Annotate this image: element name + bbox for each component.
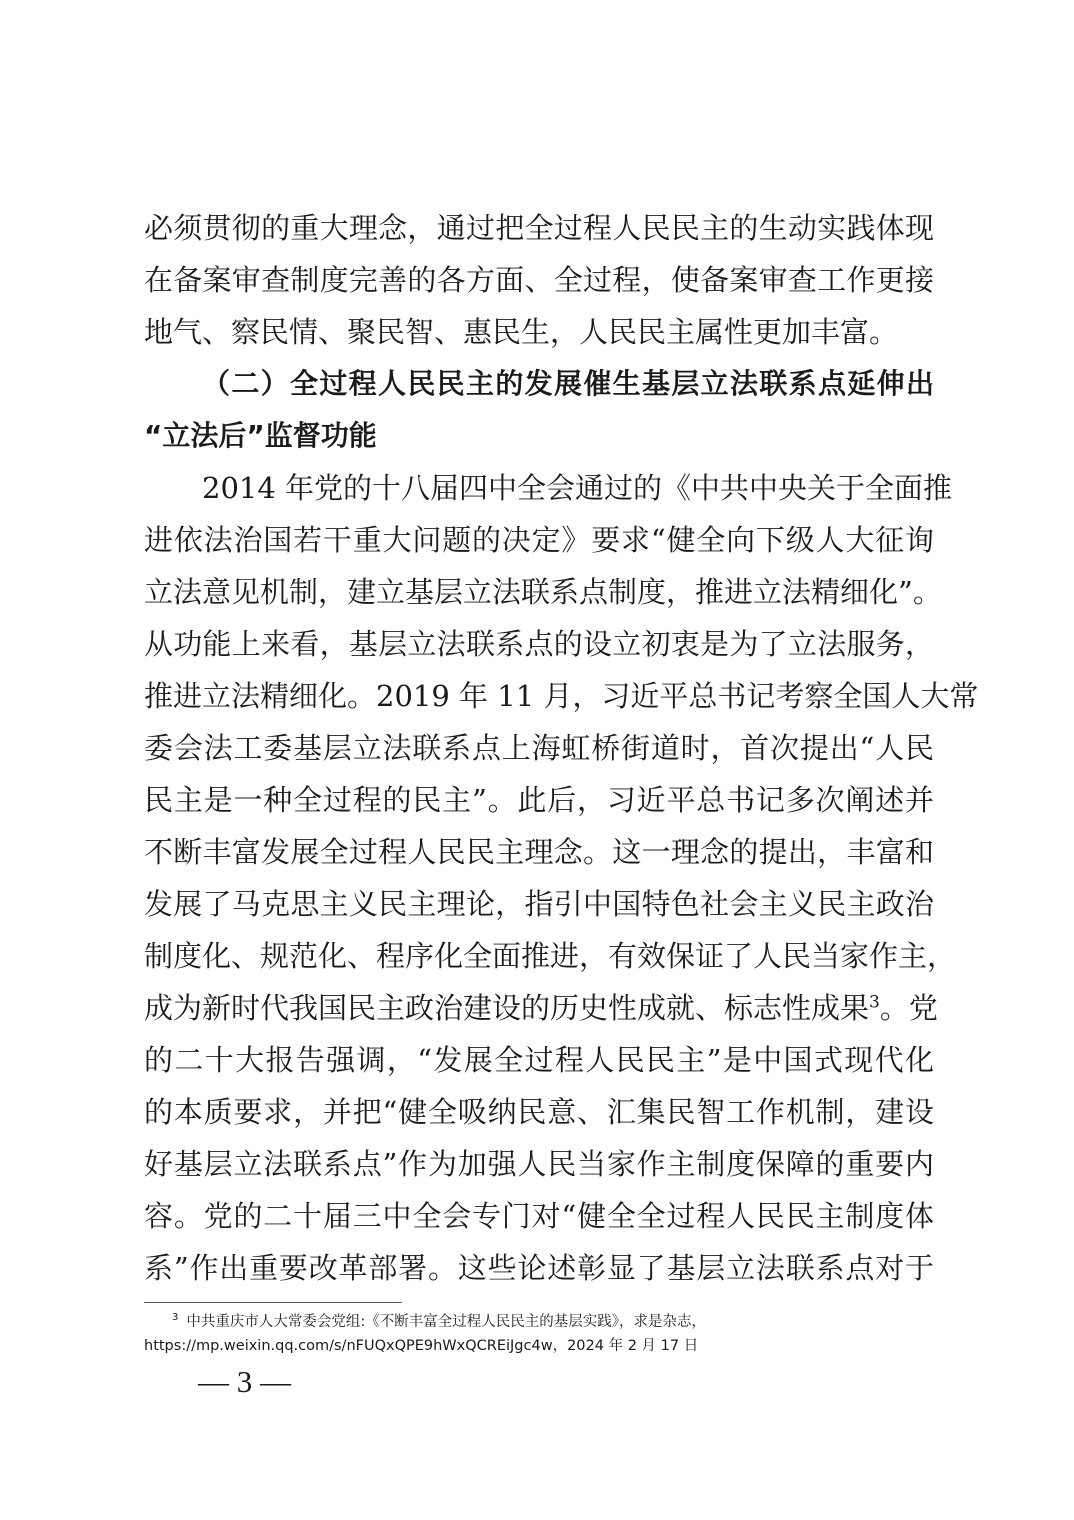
section-heading-line: （二）全过程人民民主的发展催生基层立法联系点延伸出 [202,367,934,400]
footnote [144,1310,934,1358]
paragraph-line: 发展了马克思主义民主理论，指引中国特色社会主义民主政治 [144,887,934,921]
paragraph-line: 委会法工委基层立法联系点上海虹桥街道时，首次提出“人民 [144,731,934,765]
paragraph-line: 系”作出重要改革部署。这些论述彰显了基层立法联系点对于 [144,1251,934,1285]
paragraph-line: 从功能上来看，基层立法联系点的设立初衷是为了立法服务， [144,627,934,661]
paragraph-line: 2014 年党的十八届四中全会通过的《中共中央关于全面推 [202,471,953,505]
paragraph-line: 不断丰富发展全过程人民民主理念。这一理念的提出，丰富和 [144,835,934,869]
footnote-divider [144,1302,402,1303]
paragraph-line: 地气、察民情、聚民智、惠民生，人民民主属性更加丰富。 [144,315,899,349]
paragraph-line-with-footnote [144,982,938,1034]
paragraph-line: 进依法治国若干重大问题的决定》要求“健全向下级人大征询 [144,523,934,557]
paragraph-line: 容。党的二十届三中全会专门对“健全全过程人民民主制度体 [144,1199,934,1233]
section-heading-line: “立法后”监督功能 [144,419,377,452]
paragraph-line: 民主是一种全过程的民主”。此后，习近平总书记多次阐述并 [144,783,934,817]
paragraph-line: 推进立法精细化。2019 年 11 月，习近平总书记考察全国人大常 [144,679,979,713]
paragraph-line: 的本质要求，并把“健全吸纳民意、汇集民智工作机制，建设 [144,1095,934,1129]
page-number: — 3 — [198,1364,291,1399]
paragraph-line: 好基层立法联系点”作为加强人民当家作主制度保障的重要内 [144,1147,934,1181]
line-text: 。党 [879,991,938,1025]
paragraph-line: 制度化、规范化、程序化全面推进，有效保证了人民当家作主， [144,939,957,973]
footnote-mark: 3 [172,1312,179,1324]
line-text: 成为新时代我国民主政治建设的历史性成就、标志性成果 [144,991,870,1025]
paragraph-line: 立法意见机制，建立基层立法联系点制度，推进立法精细化”。 [144,575,942,609]
footnote-reference[interactable]: 3 [869,992,880,1013]
paragraph-line: 的二十大报告强调，“发展全过程人民民主”是中国式现代化 [144,1043,934,1077]
paragraph-line: 在备案审查制度完善的各方面、全过程，使备案审查工作更接 [144,263,934,297]
body-text [144,202,979,1294]
paragraph-line: 必须贯彻的重大理念，通过把全过程人民民主的生动实践体现 [144,211,934,245]
footnote-line [144,1310,934,1334]
footnote-text: 中共重庆市人大常委会党组:《不断丰富全过程人民民主的基层实践》，求是杂志， [186,1314,707,1330]
footnote-url-line[interactable]: https://mp.weixin.qq.com/s/nFUQxQPE9hWxQCREiJgc4w，2024 年 2 月 17 日 [144,1338,699,1354]
